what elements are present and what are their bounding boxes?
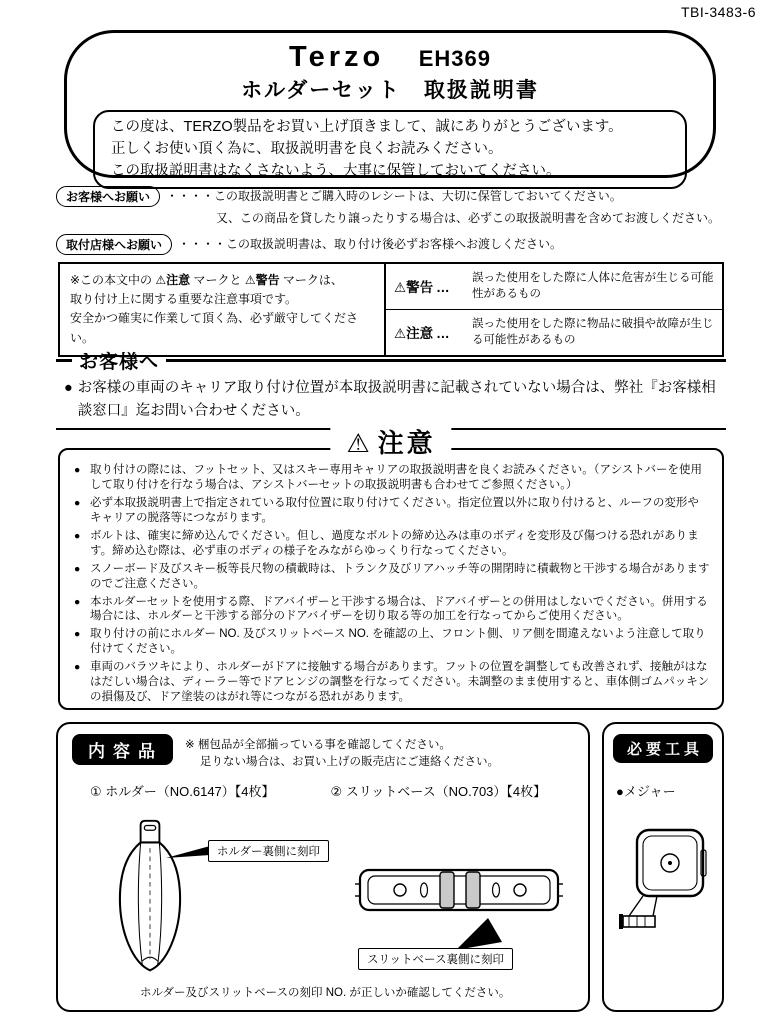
contents-note-line-2: 足りない場合は、お買い上げの販売店にご連絡ください。 [200,756,499,769]
greeting-line-2: 正しくお使い頂く為に、取扱説明書を良くお読みください。 [111,140,503,157]
model-number: EH369 [418,46,491,71]
request-customer-text: ・・・・この取扱説明書とご購入時のレシートは、大切に保管しておいてください。 [166,189,622,204]
bullet: ● [74,628,81,641]
doc-code: TBI-3483-6 [680,4,756,20]
caution-item-text: スノーボード及びスキー板等長尺物の積載時は、トランク及びリアハッチ等の開閉時に積載物と干渉する場合がありますのでご注意ください。 [90,562,710,590]
warning-desc: 誤った使用をした際に人体に危害が生じる可能性があるもの [472,272,714,301]
bullet: ● [74,464,81,476]
caution-mark-inline: ⚠注意 [155,273,191,287]
slit-base-drawing [354,858,564,922]
request-customer-text2: 又、この商品を貸したり譲ったりする場合は、必ずこの取扱説明書を含めてお渡しください。 [216,211,721,225]
caution-item-text: 取り付けの際には、フットセット、又はスキー専用キャリアの取扱説明書を良くお読みください。（アシストバーを使用して取り付けを行なう場合は、アシストバーセットの取扱説明書も合わせてご参照ください。） [90,464,703,491]
caution-desc: 誤った使用をした際に物品に破損や故障が生じる可能性があるもの [472,318,714,347]
warning-mark-inline: ⚠警告 [244,273,280,287]
caution-item-text: 取り付けの前にホルダー NO. 及びスリットベース NO. を確認の上、フロント側、リア側を間違えないよう注意して取り付けてください。 [90,628,706,656]
note-part: マークと [190,273,245,287]
customer-section-body [56,372,726,425]
rule-segment [56,359,72,362]
caution-title [330,428,451,459]
mark-note-line-3: 安全かつ確実に作業して頂く為、必ず厳守してください。 [70,311,359,345]
caution-item [74,562,710,592]
contents-footer: ホルダー及びスリットベースの刻印 NO. が正しいか確認してください。 [140,987,511,999]
caution-item [74,627,710,657]
bullet: ● [74,595,81,608]
contents-title: 内容品 [72,734,173,765]
customer-section [56,348,726,430]
caution-item-text: ボルトは、確実に締め込んでください。但し、過度なボルトの締め込みは車のボディを変形及び傷つける恐れがあります。締め込む際は、必ず車のボディの様子をみながらゆっくり行なってください。 [90,529,699,557]
caution-item [74,463,710,493]
mark-table-definitions [386,264,722,355]
mark-table-note [60,264,386,355]
caution-item-text: 車両のバラツキにより、ホルダーがドアに接触する場合があります。フットの位置を調整しても改善されず、接触がはなはだしい場合は、ディーラー等でドアヒンジの調整を行なってください。未調整のまま使用すると、車体側ゴムパッキンの損傷及び、ドア塗装のはがれ等につながる恐れがあります。 [90,661,710,704]
contents-header [58,724,588,772]
holder-callout: ホルダー裏側に刻印 [208,840,329,862]
warning-icon: ⚠ [346,428,373,458]
caution-label-text: 注意 [406,326,434,342]
callout-arrow [456,918,502,950]
caution-item [74,595,710,625]
caution-title-text: 注意 [377,428,436,458]
warning-label [394,276,472,296]
greeting-line-3: この取扱説明書はなくさないよう、大事に保管しておいてください。 [111,162,561,179]
caution-item [74,496,710,526]
bullet: ● [74,661,81,674]
customer-section-title: お客様へ [79,351,160,373]
header-box [64,30,716,178]
separator-dots: … [436,280,450,296]
bullet: ● [74,562,81,575]
tape-measure-drawing [617,826,709,942]
brand-line [67,41,713,74]
item-slitbase-label: ② スリットベース（NO.703）【4枚】 [330,783,547,799]
warning-icon: ⚠ [394,326,407,342]
greeting-box [93,110,687,189]
mark-note-line-1 [70,271,374,290]
tools-title: 必要工具 [613,734,713,763]
bullet: ● [74,529,81,542]
request-customer-row [56,186,728,207]
separator-dots: … [436,326,450,342]
request-shop-label: 取付店様へお願い [56,234,172,255]
bullet: ● [64,380,73,396]
contents-figures [58,816,588,976]
manual-title: ホルダーセット 取扱説明書 [241,79,539,102]
customer-section-text: お客様の車両のキャリア取り付け位置が本取扱説明書に記載されていない場合は、弊社『お客様相談窓口』迄お問い合わせください。 [77,380,716,420]
contents-note-line-1: ※ 梱包品が全部揃っている事を確認してください。 [185,739,451,751]
customer-section-titlebar [56,348,726,372]
bullet: ● [74,496,81,509]
note-part: ※この本文中の [70,273,156,287]
mark-note-line-2: 取り付け上に関する重要な注意事項です。 [70,292,298,307]
tools-box [602,722,724,1012]
tool-item-measure: ●メジャー [616,784,676,799]
note-part: マークは、 [279,273,343,287]
request-notes [56,186,728,258]
caution-item [74,529,710,559]
warning-label-text: 警告 [406,280,434,296]
caution-label [394,322,472,342]
contents-items [90,781,588,800]
request-customer-label: お客様へお願い [56,186,160,207]
holder-drawing [110,818,190,976]
warning-icon: ⚠ [394,280,407,296]
greeting-line-1: この度は、TERZO製品をお買い上げ頂きまして、誠にありがとうございます。 [111,119,623,135]
rule-segment [166,359,726,362]
caution-item-text: 必ず本取扱説明書上で指定されている取付位置に取り付けてください。指定位置以外に取り付けると、ルーフの変形やキャリアの脱落等につながります。 [90,496,699,524]
contents-note [185,734,499,772]
request-shop-text: ・・・・この取扱説明書は、取り付け後必ずお客様へお渡しください。 [178,236,563,251]
caution-item [74,660,710,705]
request-shop-row [56,234,728,255]
slitbase-callout: スリットベース裏側に刻印 [358,948,513,970]
callout-arrow [166,846,210,862]
caution-item-text: 本ホルダーセットを使用する際、ドアバイザーと干渉する場合は、ドアバイザーとの併用はしないでください。併用する場合には、ホルダーと干渉する部分のドアバイザーを切り取る等の加工を行なってからご使用ください。 [90,595,708,623]
caution-section [58,428,724,710]
mark-definition-table [58,262,724,357]
contents-box [56,722,590,1012]
warning-definition-row [386,264,722,309]
terzo-logo: Terzo [289,41,385,73]
item-holder-label: ① ホルダー（NO.6147）【4枚】 [90,783,275,799]
caution-items [60,450,722,712]
